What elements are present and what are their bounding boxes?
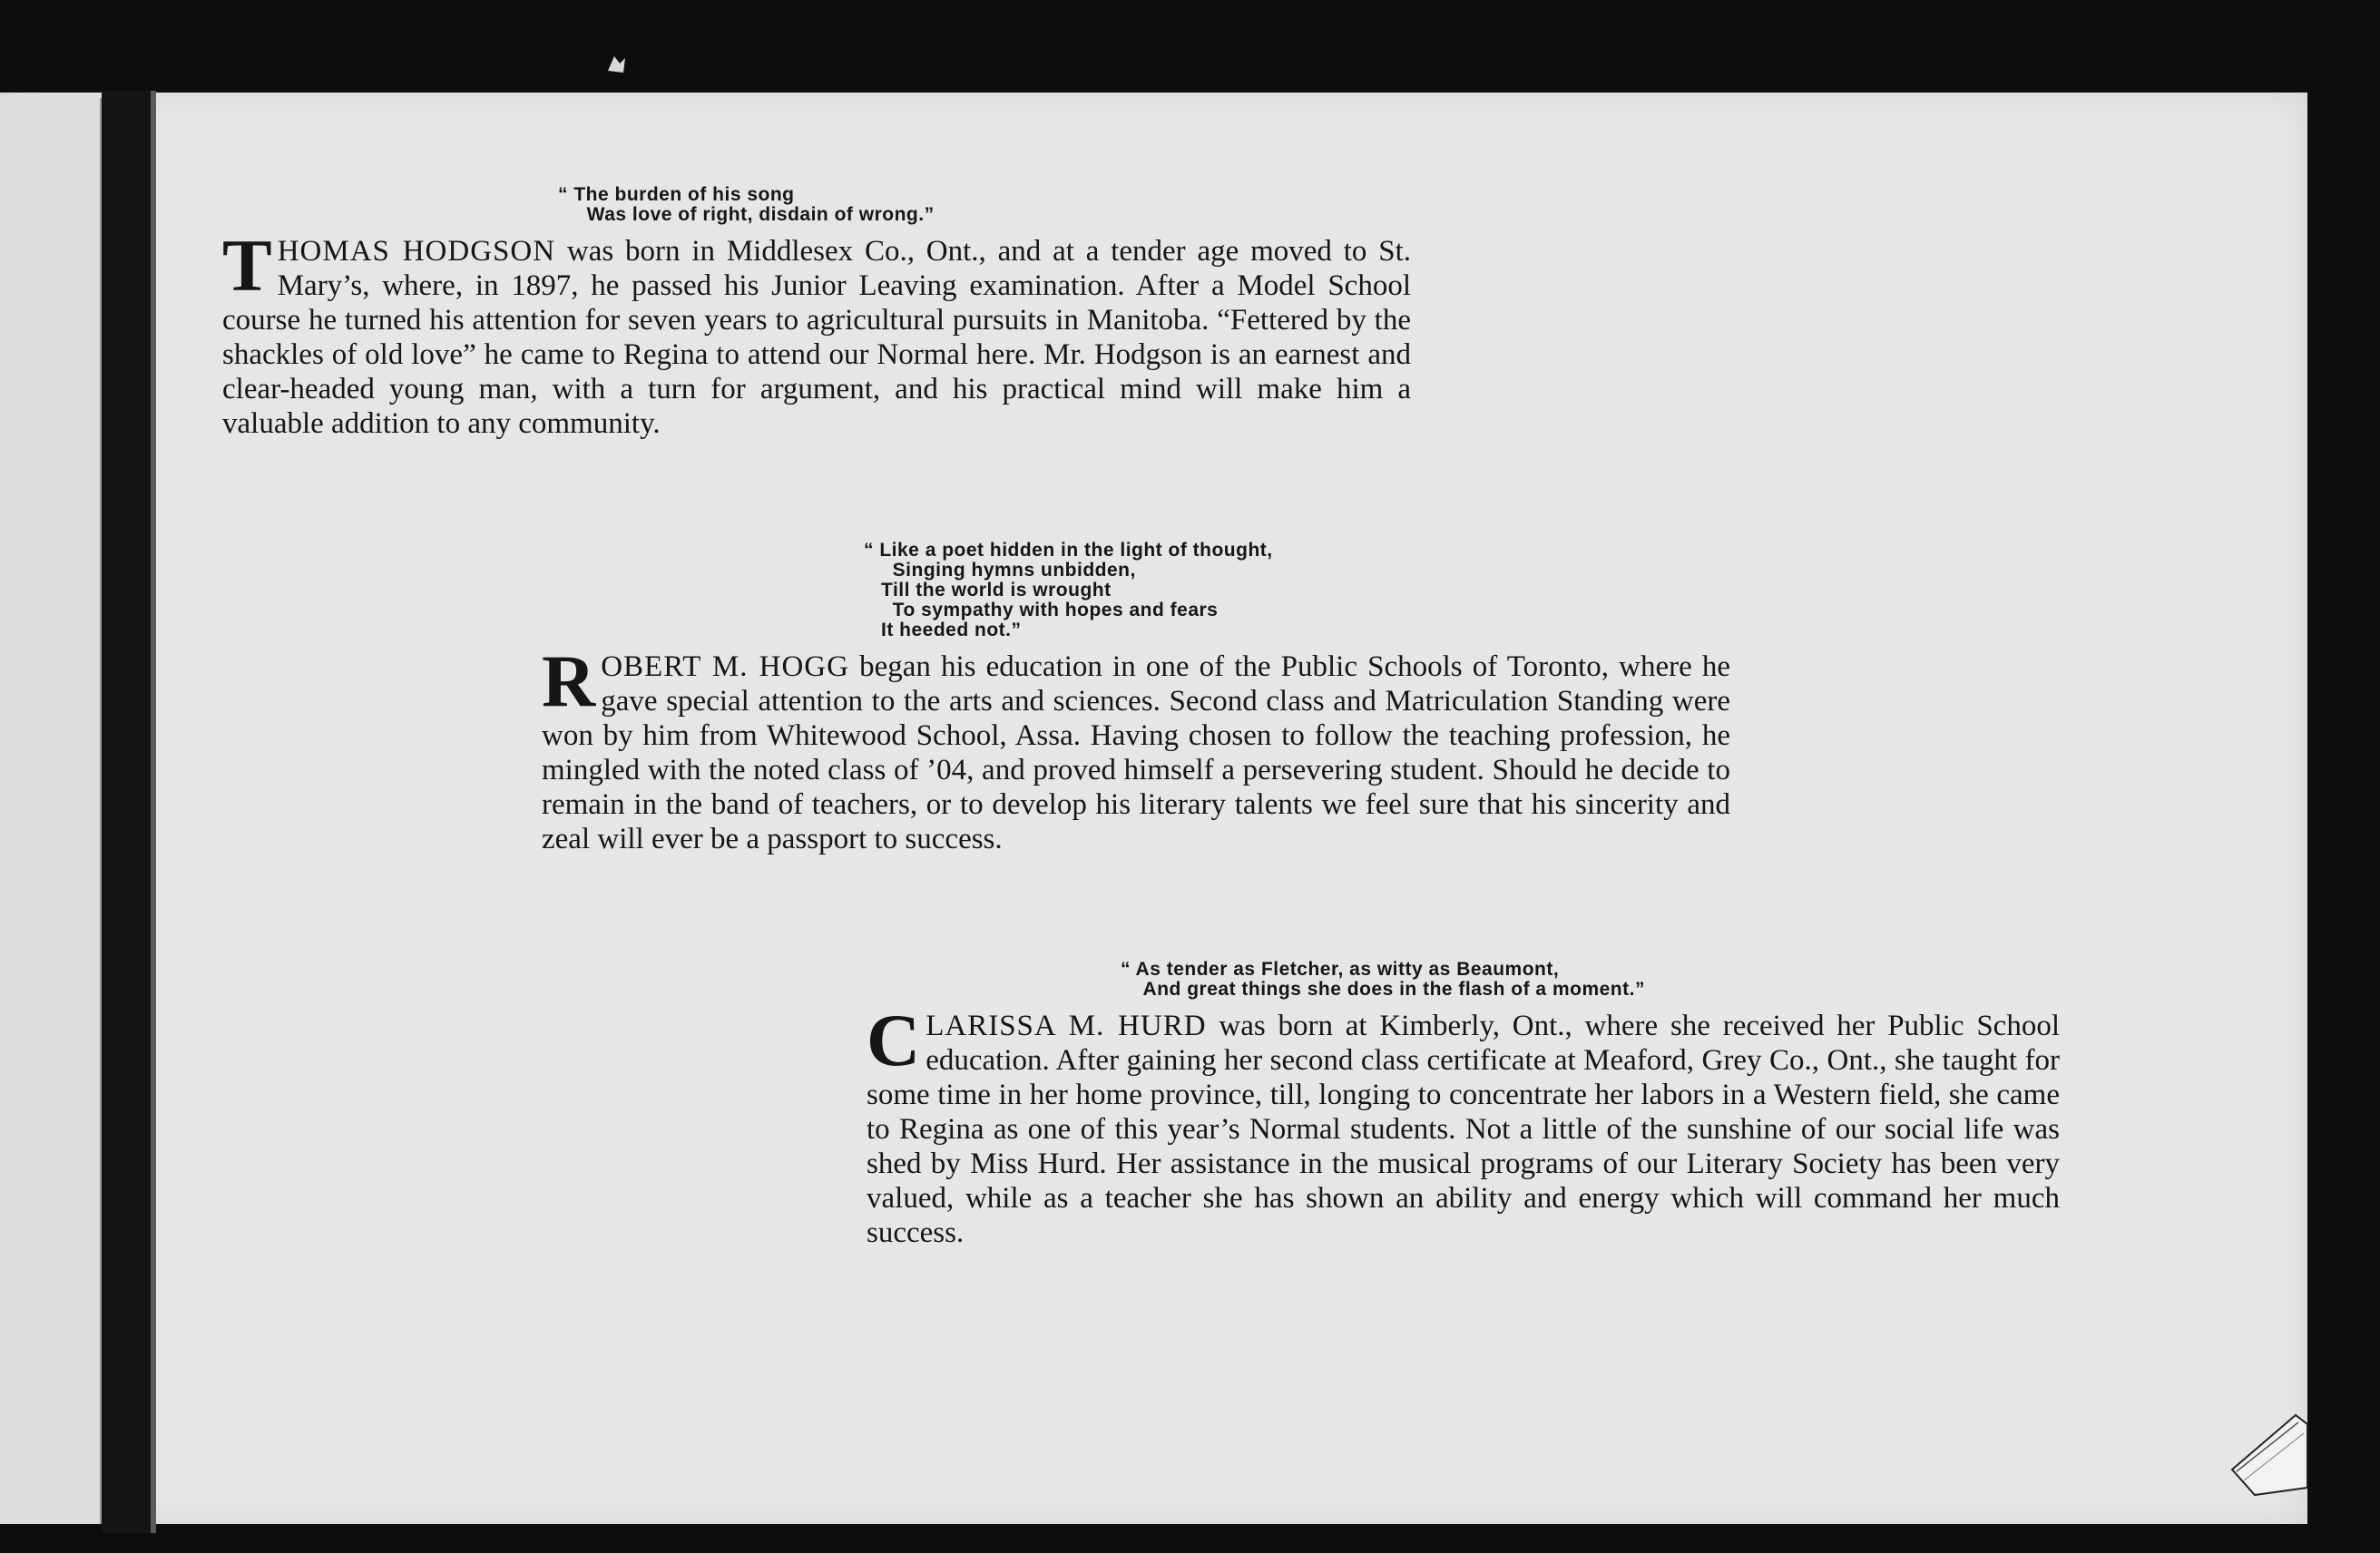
biography-text: was born in Middlesex Co., Ont., and at a tender age moved to St. Mary’s, where, in 1897, he passed his Junior Leaving examination. After a Model School course he turned his attention for seven years to agricultural pursuits in Manitoba. “Fettered by the shackles of old love” he came to Regina to attend our Normal here. Mr. Hodgson is an earnest and clear-headed young man, with a turn for argument, and his practical mind will make him a valuable addition to any community. bbox=[222, 235, 1411, 440]
biography-entry-hodgson bbox=[222, 185, 1411, 441]
biography-entry-hurd bbox=[867, 960, 2060, 1250]
epigraph-quote: “ As tender as Fletcher, as witty as Beaumont, And great things she does in the flash of a moment.” bbox=[1121, 959, 1645, 1000]
biography-paragraph bbox=[542, 640, 1730, 856]
student-name: HOMAS HODGSON bbox=[277, 235, 556, 268]
scan-speck-mark bbox=[603, 51, 631, 78]
book-gutter bbox=[102, 91, 151, 1533]
epigraph-quote: “ Like a poet hidden in the light of thought, Singing hymns unbidden, Till the world is wrought To sympathy with hopes and fears It heeded not.” bbox=[864, 540, 1273, 640]
biography-text: was born at Kimberly, Ont., where she received her Public School education. After gaining her second class certificate at Meaford, Grey Co., Ont., she taught for some time in her home province, till, longing to concentrate her labors in a Western field, she came to Regina as one of this year’s Normal students. Not a little of the sunshine of our social life was shed by Miss Hurd. Her assistance in the musical programs of our Literary Society has been very valued, while as a teacher she has shown an ability and energy which will command her much success. bbox=[867, 1010, 2060, 1249]
drop-cap-letter: T bbox=[222, 224, 272, 307]
gutter-edge bbox=[151, 91, 156, 1533]
drop-cap-letter: C bbox=[867, 999, 921, 1081]
biography-entry-hogg bbox=[542, 541, 1730, 856]
epigraph-quote: “ The burden of his song Was love of right, disdain of wrong.” bbox=[558, 184, 935, 225]
biography-paragraph bbox=[867, 999, 2060, 1250]
student-name: OBERT M. HOGG bbox=[601, 650, 849, 683]
student-name: LARISSA M. HURD bbox=[926, 1010, 1207, 1042]
biography-paragraph bbox=[222, 224, 1411, 441]
biography-text: began his education in one of the Public Schools of Toronto, where he gave special attention to the arts and sciences. Second class and Matriculation Standing were won by him from Whitewood School, Assa. Having chosen to follow the teaching profession, he mingled with the noted class of ’04, and proved himself a persevering student. Should he decide to remain in the band of teachers, or to develop his literary talents we feel sure that his sincerity and zeal will ever be a passport to success. bbox=[542, 650, 1730, 855]
drop-cap-letter: R bbox=[542, 640, 596, 722]
left-page-edge bbox=[0, 98, 102, 1524]
page-corner-fold bbox=[2228, 1397, 2309, 1497]
